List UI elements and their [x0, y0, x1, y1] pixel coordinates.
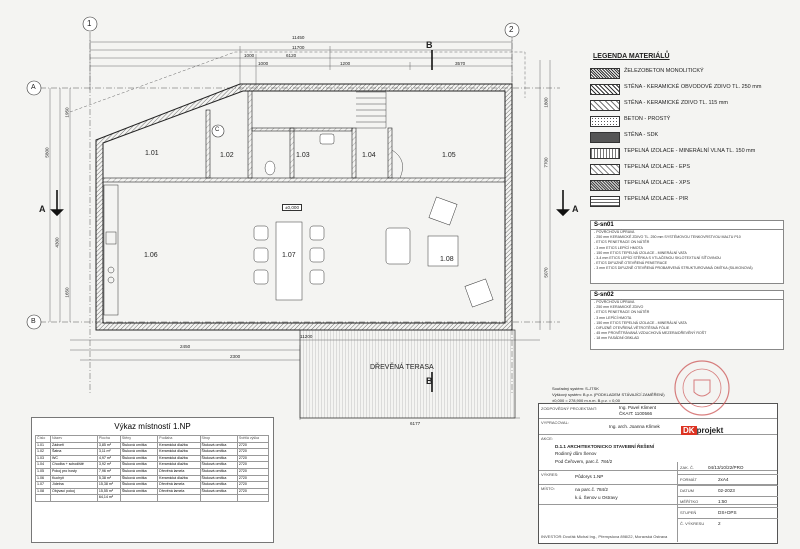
column-header: Plocha	[97, 436, 120, 443]
total-area: 64,14 m²	[97, 495, 120, 502]
legend-label: TEPELNÁ IZOLACE - EPS	[624, 164, 691, 170]
table-header-row	[36, 436, 269, 443]
cell: Dřevěná lamela	[158, 468, 200, 475]
cell: 2720	[237, 468, 268, 475]
legend-item	[590, 130, 790, 144]
room-schedule-table	[35, 435, 269, 502]
spec-line: - 250 mm KERAMICKÉ ZDIVO	[594, 305, 644, 310]
stamp-value: k.ú. Šenov u Ostravy	[575, 495, 618, 500]
dim-top-b: 6120	[286, 53, 297, 58]
cell: 1.05	[36, 468, 51, 475]
wooden-terrace	[300, 330, 515, 418]
cell: Štuková omítka	[120, 475, 157, 482]
level-mark: ±0,000	[282, 204, 302, 211]
datum-note: ±0,000 = 278,900 m.n.m. B.p.v. = 0,00	[552, 398, 620, 403]
legend-label: ŽELEZOBETON MONOLITICKÝ	[624, 68, 704, 74]
cell: Štuková omítka	[200, 468, 237, 475]
dim-left-b: 1950	[64, 107, 70, 118]
spec-line: - 3 mm ETICS DIFUZNĚ OTEVŘENÁ PROBARVENÁ STRUKTUROVANÁ OMÍTKA (SILIKONOVÁ)	[594, 266, 753, 271]
stamp-label: VÝKRES:	[541, 472, 559, 477]
legend-swatch	[590, 196, 620, 207]
legend-label: TEPELNÁ IZOLACE - MINERÁLNÍ VLNA TL. 150 mm	[624, 148, 756, 154]
stamp-value: D.1.1 ARCHITEKTONICKO STAVEBNÍ ŘEŠENÍ	[555, 444, 655, 449]
stamp-value: 2	[718, 521, 721, 526]
stamp-label: AKCE:	[541, 436, 554, 441]
spec-line: - ETICS DIFUZNĚ OTEVŘENÁ PENETRACE	[594, 261, 668, 266]
table-row	[36, 442, 269, 449]
legend-swatch	[590, 68, 620, 79]
stamp-label: MÍSTO:	[541, 486, 555, 491]
spec-box-sn02	[590, 290, 784, 350]
room-schedule-title: Výkaz místností 1.NP	[114, 422, 191, 431]
legend-label: STĚNA - KERAMICKÉ ZDIVO TL. 115 mm	[624, 100, 729, 106]
cell: 2720	[237, 455, 268, 462]
stamp-label: INVESTOR:	[541, 534, 563, 539]
axis-label-b: B	[31, 318, 36, 325]
cell: Keramická dlažba	[158, 475, 200, 482]
legend-item	[590, 66, 790, 80]
spec-line: - 3-4 mm ETICS LEPÍCÍ STĚRKA S VTLAČENOU SKLOTEXTILNÍ SÍŤOVINOU	[594, 256, 722, 261]
legend-item	[590, 194, 790, 208]
cell: 3,85 m²	[97, 442, 120, 449]
spec-box-sn01	[590, 220, 784, 284]
cell: 1.03	[36, 455, 51, 462]
dim-top-a: 1000	[244, 53, 255, 58]
legend-title: LEGENDA MATERIÁLŮ	[593, 53, 670, 60]
cell: 2720	[237, 449, 268, 456]
column-header: Světlá výška	[237, 436, 268, 443]
stamp-value: Pod Čeřovem, parc.č. 784/2	[555, 459, 613, 464]
legend-item	[590, 98, 790, 112]
cell: Pokoj pro hosty	[51, 468, 98, 475]
cell: 1.06	[36, 475, 51, 482]
logo-dk: DK	[683, 426, 695, 435]
room-1-03: 1.03	[296, 152, 310, 159]
cell: 3,11 m²	[97, 449, 120, 456]
title-block	[538, 403, 778, 544]
cell: 2720	[237, 475, 268, 482]
cell: Štuková omítka	[200, 455, 237, 462]
table-row	[36, 488, 269, 495]
stamp-value: 02-2023	[718, 488, 735, 493]
cell: 4,97 m²	[97, 455, 120, 462]
dim-left-a: 5800	[44, 147, 50, 158]
stamp-value: Rodinný dům Šenov	[555, 451, 597, 456]
spec-title: S-sn01	[591, 221, 783, 230]
table-row	[36, 455, 269, 462]
spec-line: - 18 mm FASÁDNÍ OBKLAD	[594, 336, 640, 341]
legend-swatch	[590, 180, 620, 191]
spec-line: - 3 mm ETICS LEPÍCÍ HMOTA	[594, 245, 643, 250]
table-row	[36, 475, 269, 482]
stamp-value: na parc.č. 784/2	[575, 487, 608, 492]
column-header: Stěny	[120, 436, 157, 443]
legend-label: TEPELNÁ IZOLACE - XPS	[624, 180, 691, 186]
cell: 2720	[237, 482, 268, 489]
height-system-note: Výškový systém: B.p.v. (PODKLADEM STÁVAJÍCÍ ZAMĚŘENÍ)	[552, 392, 665, 397]
cell: Kuchyň	[51, 475, 98, 482]
dim-bottom-total: 11200	[300, 334, 313, 339]
dim-bottom-c: 2300	[230, 354, 241, 359]
stamp-label: FORMÁT	[680, 477, 697, 482]
cell: Keramická dlažba	[158, 449, 200, 456]
stamp-value: 1:50	[718, 499, 727, 504]
cell: Jídelna	[51, 482, 98, 489]
staircase	[356, 92, 403, 178]
legend-label: TEPELNÁ IZOLACE - PIR	[624, 196, 689, 202]
legend-swatch	[590, 164, 620, 175]
cell: 1.02	[36, 449, 51, 456]
section-a-right: A	[572, 204, 579, 214]
cell: Štuková omítka	[200, 449, 237, 456]
cell: Štuková omítka	[120, 488, 157, 495]
cell: Šatna	[51, 449, 98, 456]
cell: 1.07	[36, 482, 51, 489]
cell: 15,55 m²	[97, 488, 120, 495]
dining-set	[254, 222, 324, 300]
dim-left-c: 4300	[54, 237, 60, 248]
spec-line: - 45 mm PROVĚTRÁVANÁ VZDUCHOVÁ MEZERA/DŘEVĚNÝ ROŠT	[594, 331, 707, 336]
stamp-value: Ing. arch. Joanna Klímek	[609, 424, 660, 429]
stamp-value: Půdorys 1.NP	[575, 474, 604, 479]
cell: Štuková omítka	[200, 475, 237, 482]
column-header: Číslo	[36, 436, 51, 443]
cell: Štuková omítka	[200, 462, 237, 469]
dim-left-d: 1650	[64, 287, 70, 298]
stamp-meta	[677, 462, 778, 542]
dim-right-a: 5070	[543, 267, 549, 278]
legend-swatch	[590, 132, 620, 143]
kitchen-counter	[104, 185, 118, 315]
cell: Keramická dlažba	[158, 455, 200, 462]
cell: Štuková omítka	[200, 442, 237, 449]
dim-top-total: 11450	[292, 35, 305, 40]
cell: WC	[51, 455, 98, 462]
column-header: Název	[51, 436, 98, 443]
stamp-label: MĚŘÍTKO	[680, 499, 699, 504]
legend-item	[590, 162, 790, 176]
axis-label-a: A	[31, 84, 36, 91]
cell: 5,38 m²	[97, 475, 120, 482]
cell: 15,38 m²	[97, 482, 120, 489]
axis-label-c: C	[215, 127, 220, 133]
stamp-label: ZODPOVĚDNÝ PROJEKTANT:	[541, 406, 597, 411]
cell: Štuková omítka	[120, 482, 157, 489]
spec-line: - ETICS PENETRACE ON NÁTĚR	[594, 240, 650, 245]
stamp-label: ZAK. Č.	[680, 465, 695, 470]
cell: 7,96 m²	[97, 468, 120, 475]
stamp-label: VYPRACOVAL:	[541, 420, 569, 425]
table-row	[36, 449, 269, 456]
dim-right-b: 1800	[543, 97, 549, 108]
stamp-label: DATUM	[680, 488, 694, 493]
spec-line: - POVRCHOVÁ ÚPRAVA	[594, 230, 635, 234]
column-header: Strop	[200, 436, 237, 443]
dim-top-c: 3570	[455, 61, 466, 66]
stamp-value: 2xA4	[718, 477, 729, 482]
cell: Štuková omítka	[200, 488, 237, 495]
table-row	[36, 462, 269, 469]
cell: 1.08	[36, 488, 51, 495]
cell: Obývací pokoj	[51, 488, 98, 495]
spec-line: - 150 mm ETICS TEPELNÁ IZOLACE - MINERÁLNÍ VATA	[594, 320, 687, 325]
stamp-value: DS+DPS	[718, 510, 737, 515]
dim-top-f: 1200	[340, 61, 351, 66]
column-header: Podlaha	[158, 436, 200, 443]
dim-right-c: 7700	[543, 157, 549, 168]
official-seal	[672, 358, 732, 418]
room-schedule	[31, 417, 274, 543]
living-furniture	[386, 197, 493, 307]
coord-system-note: Souřadný systém: S-JTSK	[552, 386, 599, 391]
cell: 2720	[237, 442, 268, 449]
terrace-label: DŘEVĚNÁ TERASA	[370, 364, 434, 371]
legend-swatch	[590, 148, 620, 159]
table-total-row	[36, 495, 269, 502]
cell: 2720	[237, 488, 268, 495]
axis-label-2: 2	[509, 25, 514, 34]
legend-swatch	[590, 116, 620, 127]
stamp-value: ČKAIT: 1100566	[619, 411, 653, 416]
section-b-top: B	[426, 40, 433, 50]
dim-top-e: 1000	[258, 61, 269, 66]
cell: Chodba + schodiště	[51, 462, 98, 469]
legend-item	[590, 114, 790, 128]
table-row	[36, 468, 269, 475]
spec-line: - DIFUZNĚ OTEVŘENÁ VĚTROTĚSNÁ FÓLIE	[594, 326, 670, 331]
stamp-value: Dvořák Michal Ing., Přemyslova 898/22, Moravská Ostrava	[563, 534, 668, 539]
spec-line: - POVRCHOVÁ ÚPRAVA	[594, 300, 635, 304]
legend-swatch	[590, 84, 620, 95]
cell: Keramická dlažba	[158, 462, 200, 469]
dim-top-d: 11700	[292, 45, 305, 50]
room-1-07: 1.07	[282, 252, 296, 259]
cell: Zádveří	[51, 442, 98, 449]
legend-swatch	[590, 100, 620, 111]
stamp-label: Č. VÝKRESU	[680, 521, 705, 526]
section-b-bottom: B	[426, 376, 433, 386]
legend-label: STĚNA - KERAMICKÉ OBVODOVÉ ZDIVO TL. 250 mm	[624, 84, 762, 90]
dim-bottom-a: 6177	[410, 421, 421, 426]
room-1-04: 1.04	[362, 152, 376, 159]
room-1-08: 1.08	[440, 256, 454, 263]
axis-label-1: 1	[87, 19, 92, 28]
cell: Štuková omítka	[120, 455, 157, 462]
stamp-value: Ing. Pavel Kliment	[619, 405, 657, 410]
legend-item	[590, 82, 790, 96]
spec-title: S-sn02	[591, 291, 783, 300]
room-1-06: 1.06	[144, 252, 158, 259]
stamp-label: STUPEŇ	[680, 510, 697, 515]
room-1-01: 1.01	[145, 150, 159, 157]
cell: Štuková omítka	[120, 442, 157, 449]
spec-line: - ETICS PENETRACE ON NÁTĚR	[594, 310, 650, 315]
cell: Štuková omítka	[120, 449, 157, 456]
room-1-05: 1.05	[442, 152, 456, 159]
cell: Dřevěná lamela	[158, 488, 200, 495]
cell: Dřevěná lamela	[158, 482, 200, 489]
legend-item	[590, 146, 790, 160]
spec-line: - 250 mm KERAMICKÉ ZDIVO TL. 250 mm SYSTÉMOVOU TENKOVRSTVOU MALTU P10	[594, 235, 741, 240]
legend-label: BETON - PROSTÝ	[624, 116, 671, 122]
cell: Štuková omítka	[120, 468, 157, 475]
legend-label: STĚNA - SDK	[624, 132, 659, 138]
stamp-row-responsible	[539, 404, 777, 419]
company-logo	[681, 420, 773, 435]
legend-item	[590, 178, 790, 192]
room-1-02: 1.02	[220, 152, 234, 159]
interior-walls	[103, 91, 505, 182]
cell: Štuková omítka	[120, 462, 157, 469]
section-a-left: A	[39, 204, 46, 214]
cell: Štuková omítka	[200, 482, 237, 489]
spec-line: - 150 mm ETICS TEPELNÁ IZOLACE - MINERÁLNÍ VATA	[594, 250, 687, 255]
cell: Keramická dlažba	[158, 442, 200, 449]
cell: 1.01	[36, 442, 51, 449]
cell: 3,92 m²	[97, 462, 120, 469]
logo-projekt: projekt	[696, 426, 724, 435]
spec-line: - 3 mm LEPÍCÍ HMOTA	[594, 315, 632, 320]
dim-bottom-b: 2450	[180, 344, 191, 349]
cell: 2720	[237, 462, 268, 469]
stamp-value: 04/13/10/22/PRO	[708, 465, 744, 470]
cell: 1.04	[36, 462, 51, 469]
table-row	[36, 482, 269, 489]
